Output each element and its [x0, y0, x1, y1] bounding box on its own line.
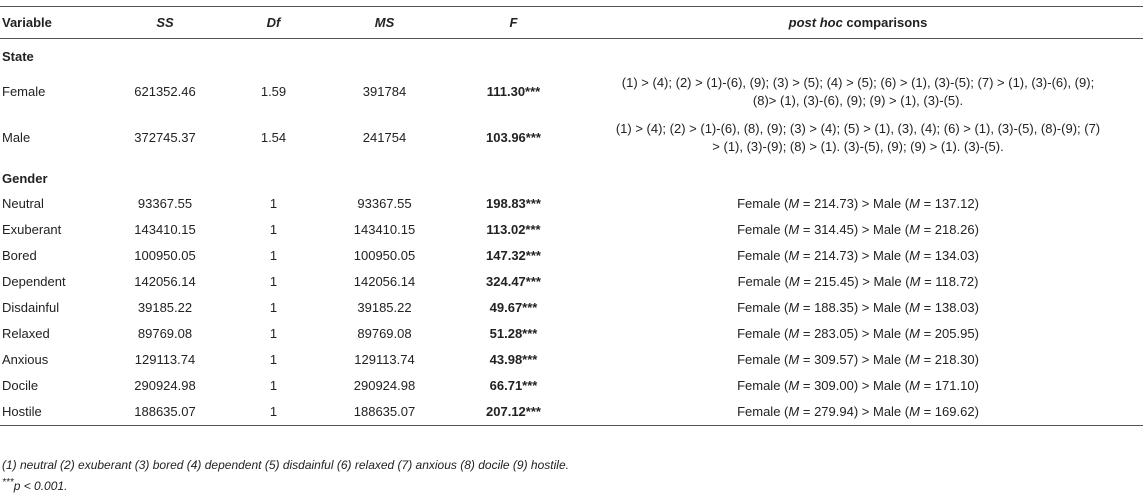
header-post-hoc [573, 7, 1143, 39]
male-mean: 169.62 [934, 404, 975, 419]
table-row [0, 217, 1143, 243]
cell-post-hoc [573, 347, 1143, 373]
mean-symbol: M [788, 378, 800, 393]
cell-variable: Disdainful [2, 300, 60, 315]
cell-post-hoc [573, 399, 1143, 426]
cell-f: 111.30*** [486, 84, 541, 99]
male-mean: 218.30 [934, 352, 975, 367]
paren-open: ( [901, 222, 910, 237]
mean-symbol: M [909, 404, 920, 419]
cell-variable: Bored [2, 248, 37, 263]
header-ss: SS [98, 7, 232, 39]
male-label: Male [873, 274, 902, 289]
post-hoc-line-2: > (1), (3)-(9); (8) > (1). (3)-(5), (9); (9) > (1). (3)-(5). [712, 139, 1004, 154]
section-row-gender [0, 161, 1143, 191]
mean-symbol: M [788, 222, 800, 237]
cell-variable: Anxious [2, 352, 49, 367]
paren-close: ) [974, 352, 979, 367]
greater-than: ) > [853, 352, 873, 367]
female-label: Female [737, 326, 781, 341]
table-row [0, 295, 1143, 321]
cell-ms: 290924.98 [353, 378, 416, 393]
header-ms: MS [315, 7, 454, 39]
mean-symbol: M [909, 248, 920, 263]
equals-sign: = [919, 300, 935, 315]
header-row [0, 7, 1143, 39]
table-row [0, 399, 1143, 426]
section-label-gender: Gender [2, 171, 48, 186]
cell-post-hoc [573, 69, 1143, 115]
cell-f: 103.96*** [486, 130, 541, 145]
table-row [0, 321, 1143, 347]
paren-open: ( [901, 404, 910, 419]
cell-ms: 100950.05 [353, 248, 416, 263]
male-label: Male [872, 326, 902, 341]
mean-symbol: M [788, 404, 800, 419]
cell-ms: 89769.08 [357, 326, 412, 341]
paren-close: ) [974, 222, 979, 237]
greater-than: ) > [853, 326, 873, 341]
mean-symbol: M [909, 352, 920, 367]
paren-open: ( [780, 404, 789, 419]
paren-open: ( [901, 352, 910, 367]
female-mean: 188.35 [814, 300, 854, 315]
female-label: Female [737, 196, 781, 211]
cell-df: 1 [269, 352, 278, 367]
cell-variable: Neutral [2, 196, 44, 211]
paren-open: ( [780, 248, 789, 263]
cell-f: 49.67*** [489, 300, 538, 315]
cell-ss: 290924.98 [134, 378, 196, 393]
equals-sign: = [919, 222, 935, 237]
anova-table [0, 6, 1143, 426]
paren-close: ) [974, 196, 979, 211]
cell-f: 147.32*** [486, 248, 541, 263]
cell-post-hoc [573, 321, 1143, 347]
cell-variable: Hostile [0, 399, 98, 426]
cell-ss: 142056.14 [134, 274, 196, 289]
female-mean: 214.73 [814, 248, 854, 263]
mean-symbol: M [909, 326, 920, 341]
female-mean: 279.94 [814, 404, 854, 419]
cell-ss: 621352.46 [134, 84, 196, 99]
header-df: Df [232, 7, 315, 39]
paren-open: ( [901, 248, 910, 263]
equals-sign: = [919, 404, 935, 419]
cell-df: 1 [269, 326, 278, 341]
cell-df: 1.59 [260, 84, 287, 99]
table-row [0, 191, 1143, 217]
mean-symbol: M [909, 196, 920, 211]
female-label: Female [737, 352, 781, 367]
female-label: Female [737, 222, 781, 237]
cell-df: 1 [232, 399, 315, 426]
cell-df: 1 [269, 378, 278, 393]
section-row-state [0, 39, 1143, 70]
paren-open: ( [901, 274, 910, 289]
equals-sign: = [919, 326, 935, 341]
cell-df: 1 [269, 300, 278, 315]
cell-post-hoc [573, 191, 1143, 217]
male-label: Male [872, 378, 902, 393]
cell-ss: 372745.37 [134, 130, 196, 145]
cell-post-hoc [573, 115, 1143, 161]
cell-ss: 89769.08 [137, 326, 193, 341]
mean-symbol: M [909, 222, 920, 237]
male-label: Male [872, 196, 902, 211]
male-label: Male [872, 248, 902, 263]
male-mean: 218.26 [934, 222, 975, 237]
paren-open: ( [780, 300, 789, 315]
greater-than: ) > [853, 300, 873, 315]
cell-f: 66.71*** [489, 378, 538, 393]
footnote-significance [2, 474, 569, 495]
greater-than: ) > [853, 196, 873, 211]
header-variable: Variable [0, 7, 98, 39]
cell-variable: Relaxed [2, 326, 50, 341]
male-mean: 138.03 [934, 300, 975, 315]
male-label: Male [872, 222, 902, 237]
female-label: Female [737, 404, 781, 419]
header-post-hoc-rest: comparisons [842, 15, 928, 30]
mean-symbol: M [788, 196, 800, 211]
cell-f: 198.83*** [486, 196, 541, 211]
equals-sign: = [799, 222, 815, 237]
table-row [0, 347, 1143, 373]
cell-post-hoc [573, 295, 1143, 321]
mean-symbol: M [909, 274, 921, 289]
paren-close: ) [974, 404, 979, 419]
mean-symbol: M [788, 248, 800, 263]
paren-open: ( [780, 196, 789, 211]
post-hoc-line-1: (1) > (4); (2) > (1)-(6), (8), (9); (3) > (4); (5) > (1), (3), (4); (6) > (1), (3)-(5), (8)-(9); (7) [615, 121, 1101, 136]
equals-sign: = [799, 352, 815, 367]
female-label: Female [737, 274, 781, 289]
paren-close: ) [974, 378, 979, 393]
mean-symbol: M [788, 300, 800, 315]
male-mean: 205.95 [934, 326, 975, 341]
male-label: Male [872, 300, 902, 315]
mean-symbol: M [788, 352, 800, 367]
equals-sign: = [799, 378, 815, 393]
cell-post-hoc [573, 373, 1143, 399]
section-label-state: State [2, 49, 34, 64]
equals-sign: = [799, 300, 815, 315]
female-label: Female [737, 300, 781, 315]
cell-df: 1 [269, 222, 278, 237]
paren-open: ( [901, 196, 910, 211]
post-hoc-line-2: (8)> (1), (3)-(6), (9); (9) > (1), (3)-(5). [752, 93, 964, 108]
cell-ms: 129113.74 [354, 352, 415, 367]
female-label: Female [737, 248, 781, 263]
cell-ms: 188635.07 [315, 399, 454, 426]
cell-ss: 100950.05 [134, 248, 196, 263]
female-mean: 215.45 [814, 274, 855, 289]
equals-sign: = [799, 196, 815, 211]
table-body [0, 39, 1143, 426]
equals-sign: = [799, 404, 815, 419]
male-mean: 171.10 [934, 378, 975, 393]
table-header [0, 7, 1143, 39]
male-mean: 137.12 [934, 196, 975, 211]
cell-ss: 143410.15 [134, 222, 196, 237]
female-mean: 314.45 [814, 222, 854, 237]
equals-sign: = [919, 196, 935, 211]
table-row [0, 243, 1143, 269]
equals-sign: = [799, 326, 815, 341]
mean-symbol: M [788, 274, 800, 289]
equals-sign: = [919, 378, 935, 393]
paren-close: ) [974, 300, 979, 315]
cell-post-hoc [573, 217, 1143, 243]
paren-close: ) [974, 248, 979, 263]
cell-post-hoc [573, 269, 1143, 295]
paren-open: ( [780, 352, 789, 367]
cell-ms: 39185.22 [357, 300, 412, 315]
paren-close: ) [974, 274, 979, 289]
cell-variable: Exuberant [2, 222, 62, 237]
paren-open: ( [901, 300, 910, 315]
cell-f: 324.47*** [486, 274, 541, 289]
table-row [0, 269, 1143, 295]
paren-open: ( [901, 326, 910, 341]
female-mean: 309.00 [814, 378, 854, 393]
cell-df: 1 [269, 196, 278, 211]
female-mean: 283.05 [814, 326, 854, 341]
male-label: Male [872, 352, 902, 367]
equals-sign: = [799, 248, 815, 263]
paren-open: ( [901, 378, 910, 393]
male-mean: 134.03 [934, 248, 975, 263]
cell-ss: 39185.22 [137, 300, 193, 315]
male-label: Male [872, 404, 902, 419]
table-footnotes [2, 456, 569, 495]
table-row [0, 373, 1143, 399]
footnote-p-value: p < 0.001. [13, 479, 68, 493]
mean-symbol: M [909, 300, 920, 315]
table-row [0, 69, 1143, 115]
paren-close: ) [974, 326, 979, 341]
equals-sign: = [919, 248, 935, 263]
equals-sign: = [920, 274, 936, 289]
paren-open: ( [780, 274, 789, 289]
mean-symbol: M [788, 326, 800, 341]
post-hoc-line-1: (1) > (4); (2) > (1)-(6), (9); (3) > (5); (4) > (5); (6) > (1), (3)-(5); (7) > (1), (3)-(6), (9); [621, 75, 1095, 90]
cell-ms: 142056.14 [353, 274, 416, 289]
footnote-legend: (1) neutral (2) exuberant (3) bored (4) dependent (5) disdainful (6) relaxed (7) anxious (8) docile (9) hostile. [2, 458, 569, 472]
cell-df: 1 [269, 274, 278, 289]
paren-open: ( [780, 222, 789, 237]
cell-f: 51.28*** [489, 326, 538, 341]
cell-f: 207.12*** [454, 399, 573, 426]
cell-f: 43.98*** [489, 352, 538, 367]
greater-than: ) > [853, 248, 873, 263]
equals-sign: = [919, 352, 935, 367]
female-mean: 309.57 [814, 352, 854, 367]
cell-variable: Docile [2, 378, 39, 393]
cell-variable: Female [2, 84, 46, 99]
cell-ss: 129113.74 [134, 352, 196, 367]
cell-df: 1 [269, 248, 278, 263]
cell-ms: 93367.55 [357, 196, 412, 211]
cell-variable: Male [2, 130, 31, 145]
cell-f: 113.02*** [486, 222, 541, 237]
greater-than: ) > [853, 222, 873, 237]
cell-post-hoc [573, 243, 1143, 269]
greater-than: ) > [853, 378, 873, 393]
cell-df: 1.54 [260, 130, 287, 145]
cell-ms: 241754 [362, 130, 407, 145]
cell-ms: 143410.15 [353, 222, 416, 237]
equals-sign: = [799, 274, 815, 289]
header-f: F [454, 7, 573, 39]
female-mean: 214.73 [814, 196, 854, 211]
cell-ss: 93367.55 [137, 196, 193, 211]
male-mean: 118.72 [935, 274, 975, 289]
cell-ss: 188635.07 [98, 399, 232, 426]
cell-variable: Dependent [2, 274, 66, 289]
cell-ms: 391784 [362, 84, 407, 99]
mean-symbol: M [909, 378, 920, 393]
paren-open: ( [780, 378, 789, 393]
greater-than: ) > [853, 404, 873, 419]
greater-than: ) > [854, 274, 874, 289]
footnote-stars: *** [2, 477, 14, 488]
header-post-hoc-italic: post hoc [788, 15, 843, 30]
table-row [0, 115, 1143, 161]
paren-open: ( [780, 326, 789, 341]
female-label: Female [737, 378, 781, 393]
